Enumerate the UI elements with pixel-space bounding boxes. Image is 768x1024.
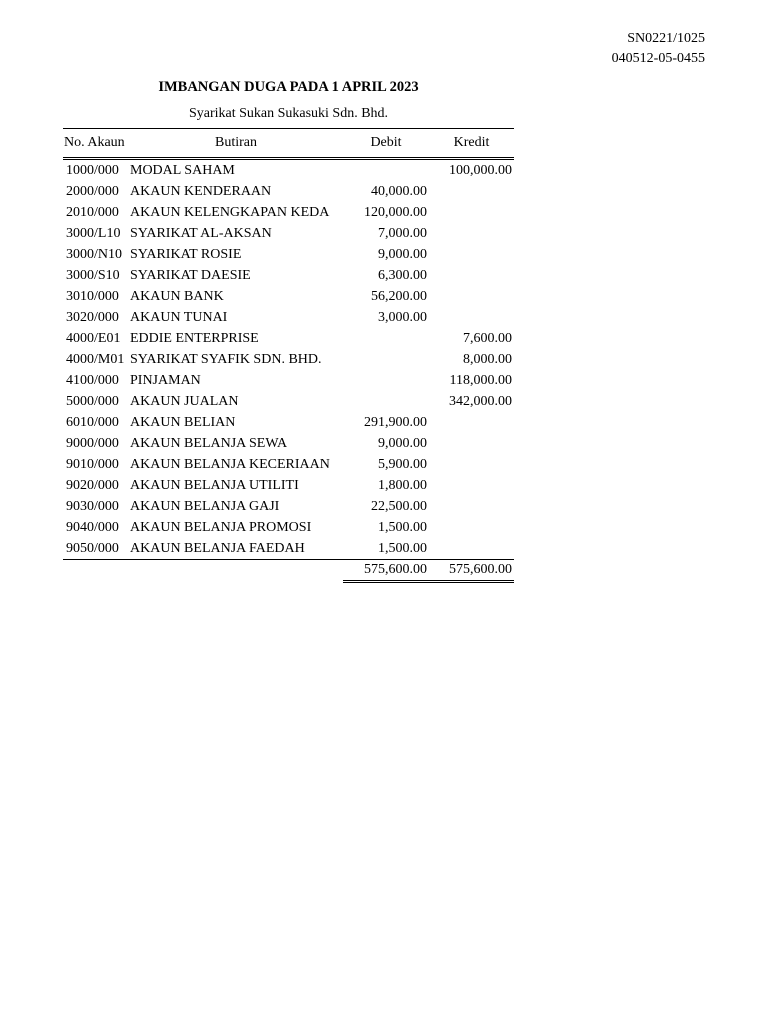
credit-cell bbox=[429, 517, 514, 538]
table-row bbox=[63, 159, 514, 182]
debit-cell: 56,200.00 bbox=[371, 289, 427, 304]
description-cell: SYARIKAT SYAFIK SDN. BHD. bbox=[130, 352, 322, 367]
description-cell: AKAUN TUNAI bbox=[130, 310, 228, 325]
column-header-description: Butiran bbox=[129, 129, 343, 159]
credit-cell bbox=[429, 433, 514, 454]
debit-cell: 7,000.00 bbox=[378, 226, 427, 241]
table-row bbox=[63, 433, 514, 454]
description-cell: AKAUN BELANJA SEWA bbox=[130, 436, 288, 451]
debit-cell: 120,000.00 bbox=[364, 205, 427, 220]
table-row bbox=[63, 181, 514, 202]
reference-block bbox=[612, 29, 705, 68]
table-row bbox=[63, 244, 514, 265]
reference-code: SN0221/1025 bbox=[627, 31, 705, 46]
description-cell: AKAUN BELANJA GAJI bbox=[130, 499, 280, 514]
account-number-cell: 9050/000 bbox=[63, 538, 129, 560]
table-row bbox=[63, 496, 514, 517]
description-cell: SYARIKAT ROSIE bbox=[130, 247, 242, 262]
table-row bbox=[63, 517, 514, 538]
account-number-cell: 3000/S10 bbox=[66, 268, 120, 283]
table-row bbox=[63, 475, 514, 496]
table-row bbox=[63, 538, 514, 560]
table-row bbox=[63, 412, 514, 433]
debit-cell: 5,900.00 bbox=[378, 457, 427, 472]
debit-cell bbox=[343, 349, 429, 370]
account-number-cell: 2000/000 bbox=[66, 184, 119, 199]
debit-cell bbox=[343, 370, 429, 391]
account-number-cell: 9000/000 bbox=[66, 436, 119, 451]
table-row bbox=[63, 349, 514, 370]
credit-cell bbox=[429, 307, 514, 328]
description-cell: AKAUN JUALAN bbox=[130, 394, 239, 409]
debit-cell: 1,800.00 bbox=[378, 478, 427, 493]
credit-cell bbox=[429, 181, 514, 202]
account-number-cell: 6010/000 bbox=[66, 415, 119, 430]
column-header-account: No. Akaun bbox=[63, 129, 129, 159]
account-number-cell: 9020/000 bbox=[66, 478, 119, 493]
account-number-cell: 3010/000 bbox=[66, 289, 119, 304]
credit-cell: 7,600.00 bbox=[463, 331, 512, 346]
debit-cell: 291,900.00 bbox=[364, 415, 427, 430]
account-number-cell: 5000/000 bbox=[66, 394, 119, 409]
account-number-cell: 9030/000 bbox=[66, 499, 119, 514]
credit-cell bbox=[429, 412, 514, 433]
credit-cell: 342,000.00 bbox=[449, 394, 512, 409]
debit-cell: 40,000.00 bbox=[371, 184, 427, 199]
totals-row bbox=[63, 560, 514, 582]
description-cell: SYARIKAT DAESIE bbox=[130, 268, 251, 283]
credit-cell bbox=[429, 538, 514, 560]
totals-spacer bbox=[129, 560, 343, 582]
table-row bbox=[63, 286, 514, 307]
description-cell: AKAUN BELANJA KECERIAAN bbox=[130, 457, 330, 472]
credit-cell bbox=[429, 223, 514, 244]
table-row bbox=[63, 391, 514, 412]
table-row bbox=[63, 454, 514, 475]
description-cell: AKAUN BELANJA UTILITI bbox=[130, 478, 299, 493]
debit-cell: 3,000.00 bbox=[378, 310, 427, 325]
table-row bbox=[63, 370, 514, 391]
report-title: IMBANGAN DUGA PADA 1 APRIL 2023 bbox=[158, 79, 419, 95]
debit-cell: 9,000.00 bbox=[378, 436, 427, 451]
debit-cell bbox=[343, 391, 429, 412]
description-cell: AKAUN KENDERAAN bbox=[130, 184, 272, 199]
description-cell: PINJAMAN bbox=[130, 373, 201, 388]
credit-cell bbox=[429, 454, 514, 475]
totals-spacer bbox=[63, 560, 129, 582]
description-cell: EDDIE ENTERPRISE bbox=[130, 331, 259, 346]
table-header bbox=[63, 129, 514, 159]
debit-cell: 22,500.00 bbox=[371, 499, 427, 514]
total-credit: 575,600.00 bbox=[429, 560, 514, 582]
account-number-cell: 3000/N10 bbox=[66, 247, 122, 262]
debit-cell: 6,300.00 bbox=[378, 268, 427, 283]
account-number-cell: 9040/000 bbox=[66, 520, 119, 535]
account-number-cell: 2010/000 bbox=[66, 205, 119, 220]
total-debit: 575,600.00 bbox=[343, 560, 429, 582]
table-row bbox=[63, 265, 514, 286]
credit-cell bbox=[429, 202, 514, 223]
credit-cell: 100,000.00 bbox=[449, 163, 512, 178]
table-row bbox=[63, 223, 514, 244]
credit-cell bbox=[429, 496, 514, 517]
table-row bbox=[63, 328, 514, 349]
account-number-cell: 4100/000 bbox=[66, 373, 119, 388]
description-cell: MODAL SAHAM bbox=[130, 163, 235, 178]
table-footer bbox=[63, 560, 514, 582]
credit-cell: 8,000.00 bbox=[463, 352, 512, 367]
table-body bbox=[63, 159, 514, 560]
debit-cell: 1,500.00 bbox=[378, 520, 427, 535]
description-cell: AKAUN BELANJA FAEDAH bbox=[129, 538, 343, 560]
trial-balance-table bbox=[63, 128, 514, 583]
column-header-credit: Kredit bbox=[429, 129, 514, 159]
description-cell: SYARIKAT AL-AKSAN bbox=[130, 226, 272, 241]
description-cell: AKAUN KELENGKAPAN KEDA bbox=[130, 205, 330, 220]
description-cell: AKAUN BANK bbox=[130, 289, 224, 304]
table-row bbox=[63, 202, 514, 223]
debit-cell bbox=[343, 159, 429, 182]
credit-cell bbox=[429, 244, 514, 265]
debit-cell bbox=[343, 328, 429, 349]
credit-cell bbox=[429, 475, 514, 496]
description-cell: AKAUN BELANJA PROMOSI bbox=[130, 520, 312, 535]
account-number-cell: 9010/000 bbox=[66, 457, 119, 472]
debit-cell: 1,500.00 bbox=[343, 538, 429, 560]
account-number-cell: 4000/E01 bbox=[66, 331, 121, 346]
column-header-debit: Debit bbox=[343, 129, 429, 159]
debit-cell: 9,000.00 bbox=[378, 247, 427, 262]
account-number-cell: 3000/L10 bbox=[66, 226, 121, 241]
description-cell: AKAUN BELIAN bbox=[130, 415, 236, 430]
account-number-cell: 3020/000 bbox=[66, 310, 119, 325]
credit-cell bbox=[429, 265, 514, 286]
company-name: Syarikat Sukan Sukasuki Sdn. Bhd. bbox=[188, 106, 389, 121]
account-number-cell: 4000/M01 bbox=[66, 352, 125, 367]
credit-cell: 118,000.00 bbox=[449, 373, 512, 388]
reference-id: 040512-05-0455 bbox=[611, 50, 705, 66]
credit-cell bbox=[429, 286, 514, 307]
account-number-cell: 1000/000 bbox=[66, 163, 119, 178]
table-row bbox=[63, 307, 514, 328]
